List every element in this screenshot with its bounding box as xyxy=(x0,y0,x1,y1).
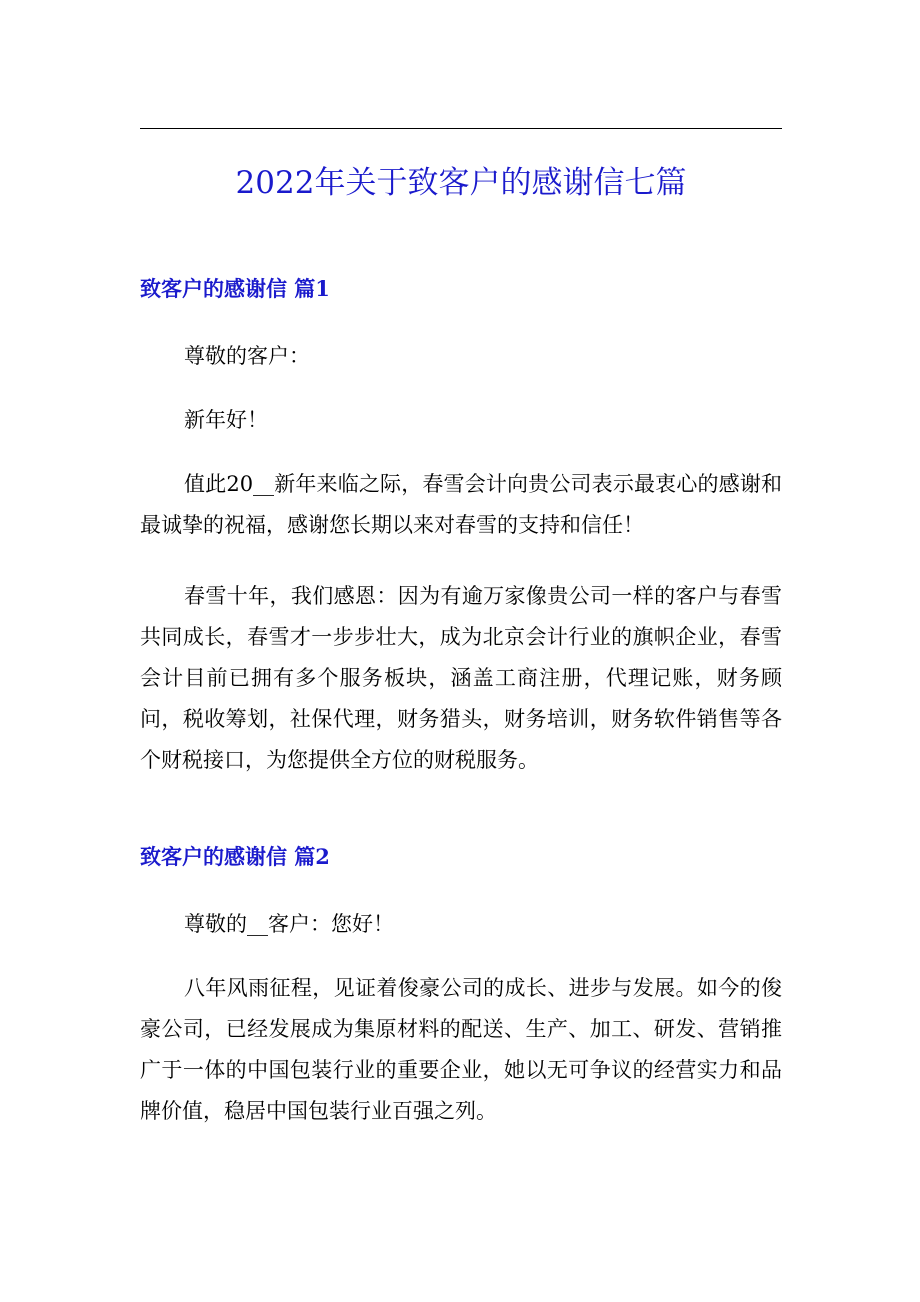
section-heading-2: 致客户的感谢信 篇2 xyxy=(140,844,330,869)
document-title: 2022年关于致客户的感谢信七篇 xyxy=(235,165,687,201)
paragraph-body-1: 值此20__新年来临之际，春雪会计向贵公司表示最衷心的感谢和最诚挚的祝福，感谢您长期以来对春雪的支持和信任！ xyxy=(140,472,782,537)
paragraph-salutation-1: 尊敬的客户： xyxy=(184,344,310,368)
paragraph-greeting-1: 新年好！ xyxy=(184,408,268,432)
paragraph-body-3: 八年风雨征程，见证着俊豪公司的成长、进步与发展。如今的俊豪公司，已经发展成为集原材料的配送、生产、加工、研发、营销推广于一体的中国包装行业的重要企业，她以无可争议的经营实力和品牌价值，稳居中国包装行业百强之列。 xyxy=(140,976,782,1123)
section-heading-1: 致客户的感谢信 篇1 xyxy=(140,276,330,301)
paragraph-salutation-2: 尊敬的__客户：您好！ xyxy=(184,912,394,936)
paragraph-body-2: 春雪十年，我们感恩：因为有逾万家像贵公司一样的客户与春雪共同成长，春雪才一步步壮大，成为北京会计行业的旗帜企业，春雪会计目前已拥有多个服务板块，涵盖工商注册，代理记账，财务顾问，税收筹划，社保代理，财务猎头，财务培训，财务软件销售等各个财税接口，为您提供全方位的财税服务。 xyxy=(140,584,782,772)
header-rule xyxy=(140,128,782,129)
